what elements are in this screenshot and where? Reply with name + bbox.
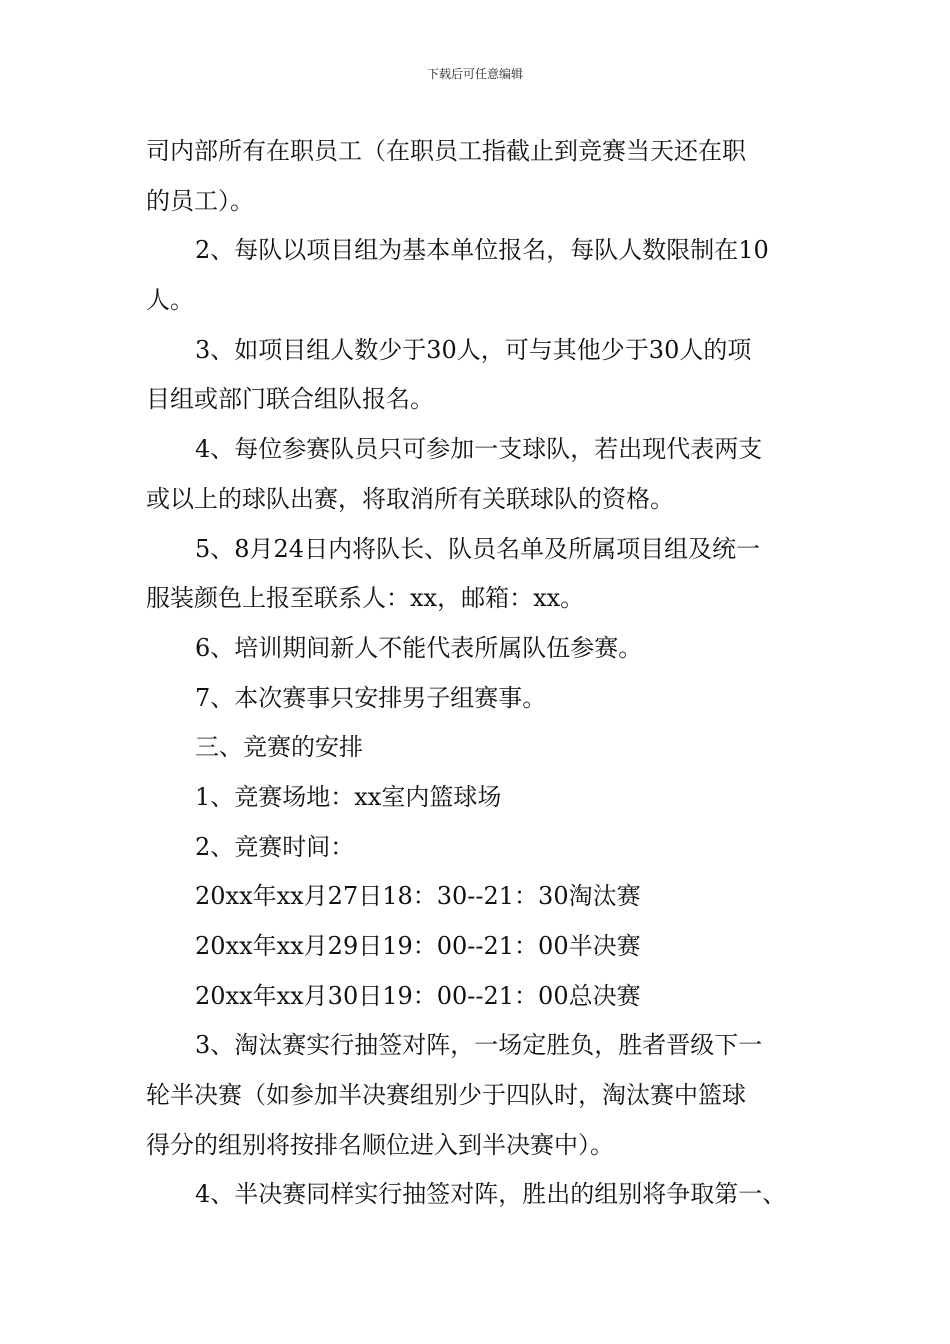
text-line: 2、竞赛时间： [195,832,355,861]
text-line: 2、每队以项目组为基本单位报名，每队人数限制在10 [195,236,769,265]
text-line: 6、培训期间新人不能代表所属队伍参赛。 [195,633,643,662]
text-line: 或以上的球队出赛，将取消所有关联球队的资格。 [146,484,674,513]
text-line: 4、半决赛同样实行抽签对阵，胜出的组别将争取第一、 [195,1180,787,1209]
text-line: 1、竞赛场地：xx室内篮球场 [195,782,502,811]
text-line: 4、每位参赛队员只可参加一支球队，若出现代表两支 [195,435,763,464]
text-line: 三、竞赛的安排 [195,733,363,762]
text-line: 得分的组别将按排名顺位进入到半决赛中）。 [146,1130,614,1159]
text-line: 人。 [146,286,194,315]
text-line: 轮半决赛（如参加半决赛组别少于四队时，淘汰赛中篮球 [146,1081,746,1110]
document-body [146,127,808,1220]
text-line: 3、淘汰赛实行抽签对阵，一场定胜负，胜者晋级下一 [195,1031,763,1060]
text-line: 20xx年xx月29日19：00--21：00半决赛 [195,932,641,960]
text-line: 20xx年xx月27日18：30--21：30淘汰赛 [195,882,641,911]
text-line: 5、8月24日内将队长、队员名单及所属项目组及统一 [195,534,761,563]
text-line: 7、本次赛事只安排男子组赛事。 [195,683,547,712]
text-line: 目组或部门联合组队报名。 [146,385,434,414]
text-line: 服装颜色上报至联系人：xx，邮箱：xx。 [146,584,585,613]
text-line: 3、如项目组人数少于30人，可与其他少于30人的项 [195,335,752,364]
text-line: 20xx年xx月30日19：00--21：00总决赛 [195,981,641,1010]
text-line: 司内部所有在职员工（在职员工指截止到竞赛当天还在职 [146,137,746,165]
text-line: 的员工）。 [146,186,254,215]
page-header-note: 下载后可任意编辑 [426,67,523,81]
